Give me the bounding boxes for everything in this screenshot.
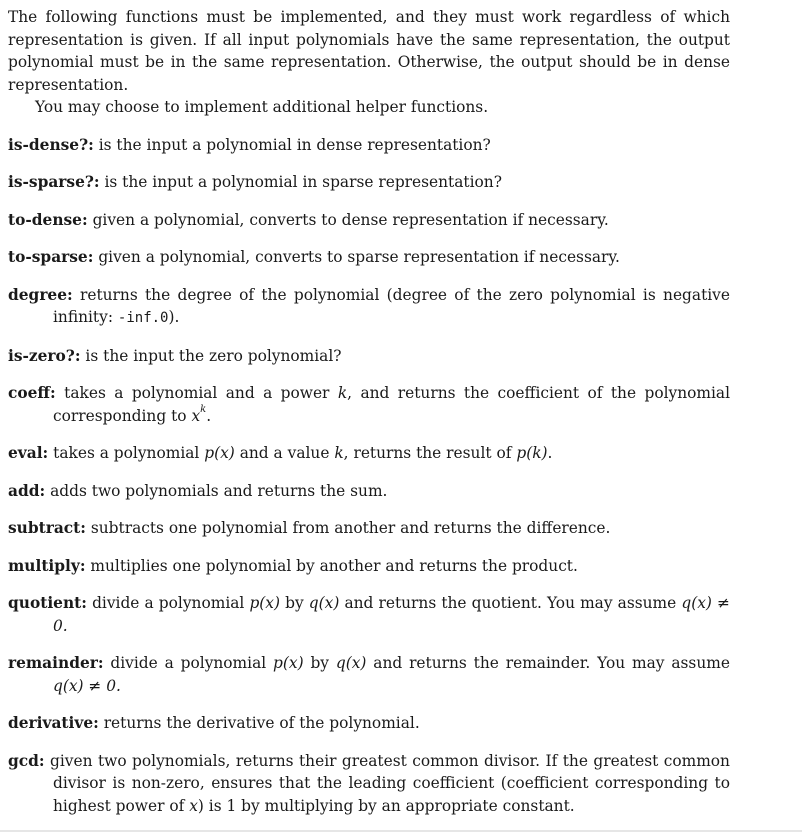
code-neg-inf: -inf.0 xyxy=(117,310,169,326)
term-name: to-dense: xyxy=(8,210,88,229)
entry-subtract xyxy=(8,517,730,540)
entry-eval xyxy=(8,442,730,465)
term-description: divide a polynomial xyxy=(92,594,245,612)
entry-coeff xyxy=(8,382,730,427)
term-name: derivative: xyxy=(8,714,99,732)
math-p: p xyxy=(204,444,215,462)
entry-remainder xyxy=(8,652,730,697)
term-description: and returns the quotient. You may assume xyxy=(344,594,677,612)
entry-is-dense xyxy=(8,134,730,157)
entry-quotient xyxy=(8,592,730,637)
term-description: , returns the result of xyxy=(343,444,512,462)
math-k: k xyxy=(337,384,348,402)
math-sup-k: k xyxy=(200,404,207,416)
document-page xyxy=(8,6,730,817)
term-name: is-zero?: xyxy=(8,346,81,365)
entry-to-sparse xyxy=(8,246,730,269)
term-tail: . xyxy=(206,406,212,425)
math-condition: q(x) ≠ 0. xyxy=(53,676,121,695)
term-name: add: xyxy=(8,481,46,500)
term-description: given two polynomials, returns their greatest common divisor. If the greatest common divisor is non-zero, ensures that the leading coefficient (coefficient corresponding to highest power of xyxy=(50,751,730,815)
term-description: returns the derivative of the polynomial. xyxy=(103,714,420,732)
term-description: by xyxy=(310,654,330,672)
math-px: (x) xyxy=(214,444,235,462)
math-x: x xyxy=(189,796,198,815)
term-description: given a polynomial, converts to dense representation if necessary. xyxy=(92,210,609,229)
entry-add xyxy=(8,480,730,503)
term-name: remainder: xyxy=(8,654,104,672)
term-description: and a value xyxy=(239,444,330,462)
term-description: adds two polynomials and returns the sum. xyxy=(50,481,388,500)
term-name: is-dense?: xyxy=(8,135,94,154)
helper-note: You may choose to implement additional helper functions. xyxy=(35,98,489,116)
math-p: p xyxy=(516,444,527,462)
entry-degree xyxy=(8,284,730,330)
math-k: k xyxy=(334,444,344,462)
entry-to-dense xyxy=(8,209,730,232)
entry-multiply xyxy=(8,555,730,578)
term-name: multiply: xyxy=(8,556,86,575)
term-tail: . xyxy=(547,444,553,462)
term-name: degree: xyxy=(8,285,73,304)
term-description: by xyxy=(285,594,304,612)
term-description: is the input a polynomial in dense representation? xyxy=(98,135,491,154)
entry-derivative xyxy=(8,712,730,735)
term-description: is the input a polynomial in sparse representation? xyxy=(104,173,502,191)
term-description: ) is 1 by multiplying by an appropriate constant. xyxy=(197,796,575,815)
term-description: takes a polynomial and a power xyxy=(64,384,330,402)
term-description: , and returns the coefficient of the polynomial corresponding to xyxy=(53,384,730,425)
math-x: x xyxy=(191,406,201,425)
math-condition: q(x) ≠ 0. xyxy=(53,594,730,635)
term-tail: ). xyxy=(168,308,180,326)
math-qx: q(x) xyxy=(335,654,367,672)
math-qx: q(x) xyxy=(308,594,340,612)
term-name: coeff: xyxy=(8,384,56,402)
term-name: gcd: xyxy=(8,751,45,770)
math-px: p(x) xyxy=(249,594,280,612)
math-px: p(x) xyxy=(273,654,304,672)
term-name: subtract: xyxy=(8,519,86,537)
term-name: eval: xyxy=(8,444,49,462)
term-description: returns the degree of the polynomial (degree of the zero polynomial is negative infinity: xyxy=(53,285,730,326)
term-name: quotient: xyxy=(8,594,87,612)
math-pk: (k) xyxy=(526,444,548,462)
term-description: is the input the zero polynomial? xyxy=(85,346,342,365)
entry-is-sparse xyxy=(8,171,730,194)
term-name: to-sparse: xyxy=(8,248,94,266)
term-description: takes a polynomial xyxy=(53,444,200,462)
term-description: subtracts one polynomial from another and returns the difference. xyxy=(90,519,611,537)
term-description: divide a polynomial xyxy=(110,654,267,672)
term-description: and returns the remainder. You may assume xyxy=(373,654,730,672)
intro-paragraph: The following functions must be implemented, and they must work regardless of which representation is given. If all input polynomials have the same representation, the output polynomial must be in the same representation. Otherwise, the output should be in dense representation. xyxy=(8,8,730,94)
entry-gcd xyxy=(8,750,730,818)
term-description: multiplies one polynomial by another and returns the product. xyxy=(90,556,578,575)
term-description: given a polynomial, converts to sparse representation if necessary. xyxy=(98,248,620,266)
term-name: is-sparse?: xyxy=(8,173,100,191)
entry-is-zero xyxy=(8,345,730,368)
